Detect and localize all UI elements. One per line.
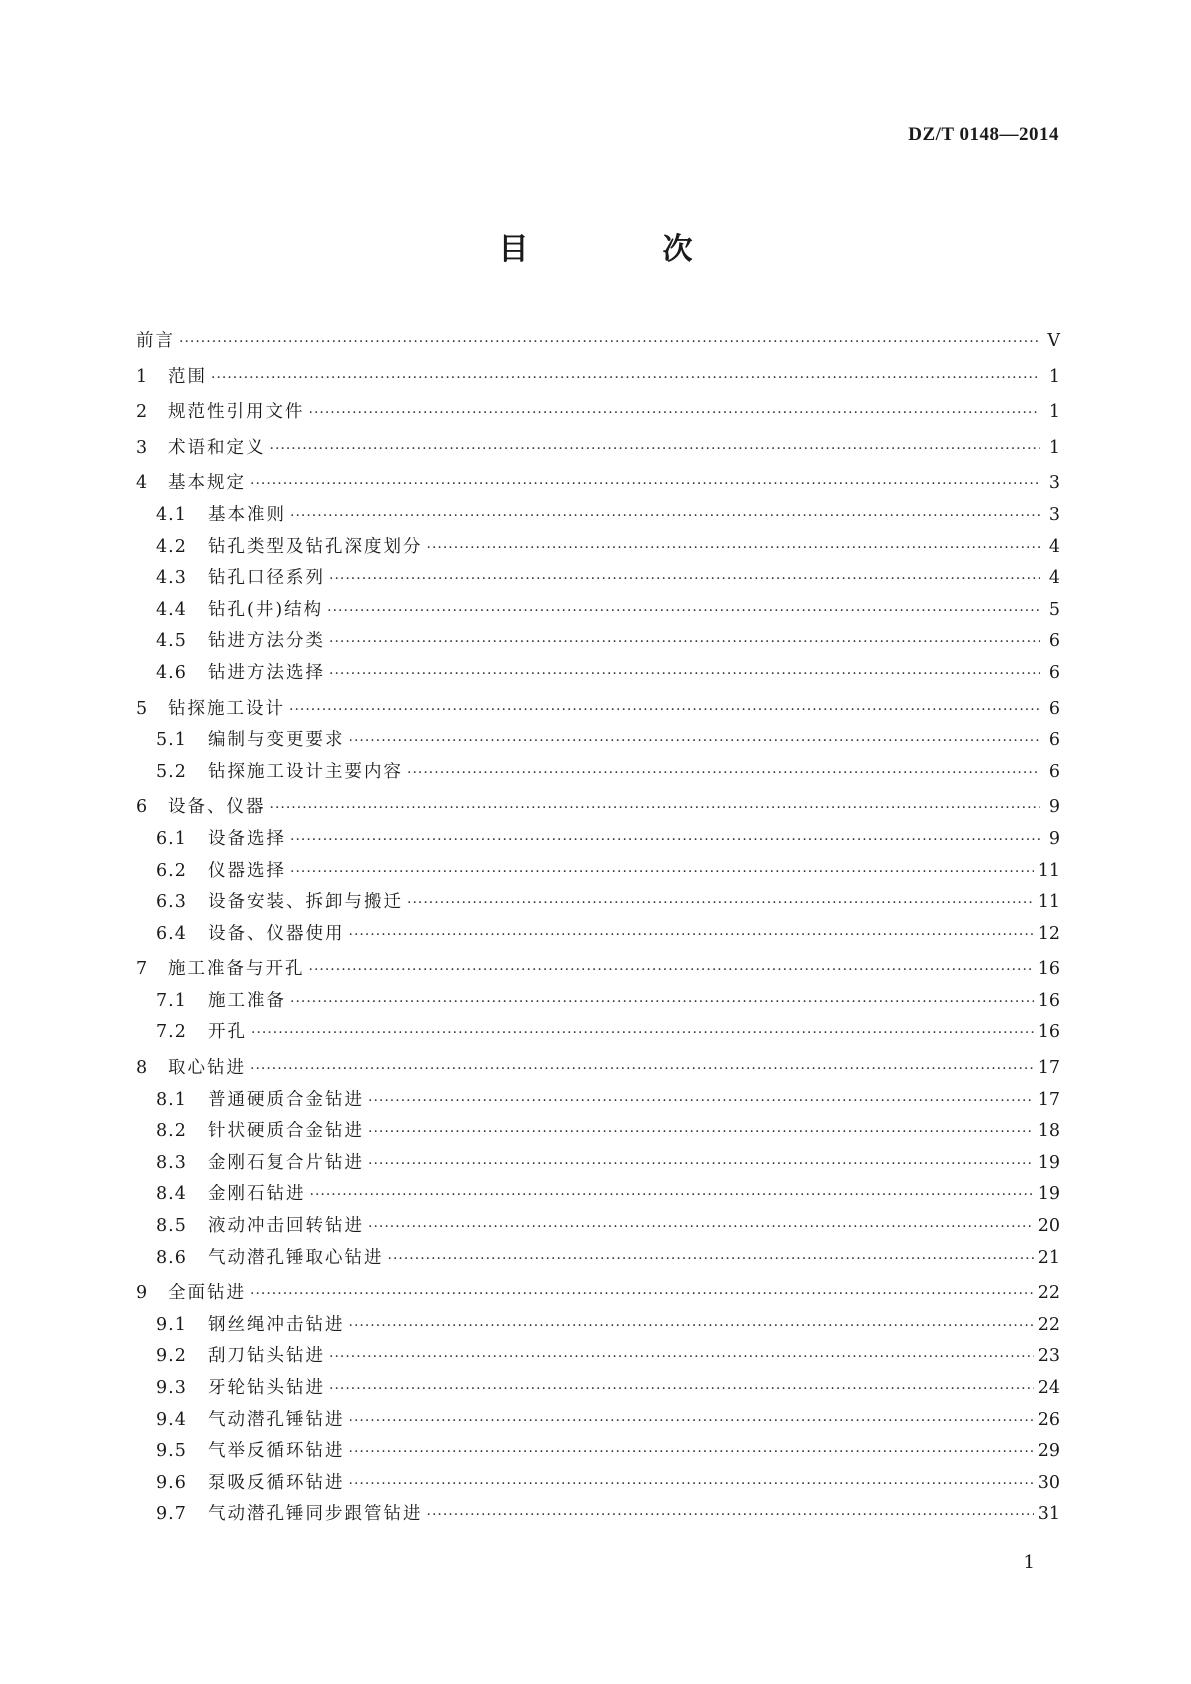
toc-entry-label: 施工准备	[208, 990, 286, 1011]
toc-entry-number: 8.2	[156, 1121, 187, 1142]
toc-entry[interactable]	[136, 532, 1060, 564]
toc-entry[interactable]	[136, 1211, 1060, 1243]
toc-entry-label: 钻进方法分类	[208, 631, 325, 652]
toc-entry[interactable]	[136, 1148, 1060, 1180]
table-of-contents	[136, 326, 1060, 1531]
toc-entry-page: 18	[1037, 1121, 1060, 1142]
toc-entry-number: 3	[136, 437, 148, 458]
toc-entry-page: 9	[1048, 797, 1060, 818]
toc-entry[interactable]	[136, 1179, 1060, 1211]
toc-entry[interactable]	[136, 1053, 1060, 1085]
toc-entry-number: 4	[136, 473, 148, 494]
toc-entry-number: 8.3	[156, 1152, 187, 1173]
toc-entry-number: 1	[136, 366, 148, 387]
dot-leader	[310, 1180, 1034, 1212]
dot-leader	[327, 596, 1040, 628]
dot-leader	[179, 327, 1040, 359]
toc-entry-number: 6.4	[156, 923, 187, 944]
toc-entry-page: 5	[1048, 599, 1060, 620]
toc-entry-label: 液动冲击回转钻进	[208, 1216, 364, 1237]
toc-entry[interactable]	[136, 326, 1060, 358]
toc-entry-label: 基本规定	[168, 473, 246, 494]
toc-entry[interactable]	[136, 1341, 1060, 1373]
page-title: 目 次	[498, 232, 745, 267]
toc-entry-page: 6	[1048, 761, 1060, 782]
toc-entry[interactable]	[136, 1405, 1060, 1437]
toc-entry-page: 9	[1048, 828, 1060, 849]
toc-entry-number: 4.4	[156, 599, 187, 620]
dot-leader	[427, 533, 1041, 565]
toc-entry-number: 8	[136, 1058, 148, 1079]
toc-entry-page: 21	[1037, 1247, 1060, 1268]
dot-leader	[211, 363, 1040, 395]
toc-entry-page: 16	[1037, 990, 1060, 1011]
toc-entry-number: 4.5	[156, 631, 187, 652]
dot-leader	[290, 987, 1034, 1019]
dot-leader	[407, 888, 1034, 920]
dot-leader	[349, 1437, 1034, 1469]
toc-entry-label: 钻孔类型及钻孔深度划分	[208, 536, 423, 557]
toc-entry[interactable]	[136, 1499, 1060, 1531]
toc-entry[interactable]	[136, 397, 1060, 429]
toc-entry-label: 设备、仪器使用	[208, 923, 345, 944]
toc-entry-label: 仪器选择	[208, 860, 286, 881]
toc-entry-page: 16	[1037, 959, 1060, 980]
toc-entry-number: 9.2	[156, 1346, 187, 1367]
toc-entry-label: 钢丝绳冲击钻进	[208, 1314, 345, 1335]
toc-entry-label: 编制与变更要求	[208, 730, 345, 751]
toc-entry-page: 6	[1048, 698, 1060, 719]
toc-entry-page: 12	[1037, 923, 1060, 944]
dot-leader	[250, 469, 1040, 501]
dot-leader	[329, 1342, 1034, 1374]
dot-leader	[290, 501, 1040, 533]
dot-leader	[388, 1244, 1034, 1276]
toc-entry[interactable]	[136, 792, 1060, 824]
toc-entry[interactable]	[136, 1436, 1060, 1468]
toc-entry[interactable]	[136, 986, 1060, 1018]
toc-entry-label: 气举反循环钻进	[208, 1441, 345, 1462]
dot-leader	[289, 695, 1040, 727]
toc-entry[interactable]	[136, 1373, 1060, 1405]
dot-leader	[368, 1086, 1034, 1118]
toc-entry-page: 4	[1048, 536, 1060, 557]
toc-entry-page: 22	[1037, 1283, 1060, 1304]
toc-entry-label: 设备选择	[208, 828, 286, 849]
toc-entry-page: 11	[1037, 860, 1060, 881]
dot-leader	[349, 920, 1034, 952]
toc-entry-label: 设备、仪器	[168, 797, 266, 818]
toc-entry-number: 8.4	[156, 1184, 187, 1205]
dot-leader	[368, 1117, 1034, 1149]
toc-entry[interactable]	[136, 1243, 1060, 1275]
toc-entry-label: 普通硬质合金钻进	[208, 1089, 364, 1110]
toc-entry[interactable]	[136, 954, 1060, 986]
dot-leader	[251, 1018, 1034, 1050]
toc-entry-page: 30	[1037, 1472, 1060, 1493]
toc-entry[interactable]	[136, 694, 1060, 726]
toc-entry-label: 钻探施工设计主要内容	[208, 761, 403, 782]
dot-leader	[368, 1149, 1034, 1181]
dot-leader	[368, 1212, 1034, 1244]
toc-entry-page: 1	[1048, 402, 1060, 423]
toc-entry-page: 6	[1048, 730, 1060, 751]
toc-entry[interactable]	[136, 500, 1060, 532]
dot-leader	[329, 564, 1040, 596]
toc-entry-number: 4.1	[156, 504, 187, 525]
dot-leader	[270, 793, 1041, 825]
toc-entry-page: 29	[1037, 1441, 1060, 1462]
toc-entry-number: 9.5	[156, 1441, 187, 1462]
toc-entry-number: 9.4	[156, 1409, 187, 1430]
toc-entry-number: 6	[136, 797, 148, 818]
toc-entry-label: 金刚石钻进	[208, 1184, 306, 1205]
dot-leader	[309, 955, 1034, 987]
toc-entry[interactable]	[136, 757, 1060, 789]
toc-entry-label: 钻孔口径系列	[208, 568, 325, 589]
toc-entry-label: 牙轮钻头钻进	[208, 1378, 325, 1398]
toc-entry-page: 19	[1037, 1184, 1060, 1205]
toc-entry-page: 3	[1048, 504, 1060, 525]
toc-entry-label: 施工准备与开孔	[168, 959, 305, 980]
toc-entry-label: 取心钻进	[168, 1058, 246, 1079]
toc-entry[interactable]	[136, 725, 1060, 757]
dot-leader	[329, 627, 1040, 659]
toc-entry-number: 4.3	[156, 568, 187, 589]
toc-entry-label: 气动潜孔锤取心钻进	[208, 1247, 384, 1268]
dot-leader	[349, 1469, 1034, 1501]
toc-entry-number: 9	[136, 1283, 148, 1304]
dot-leader	[349, 1406, 1034, 1438]
toc-entry-label: 泵吸反循环钻进	[208, 1472, 345, 1493]
toc-entry-number: 4.6	[156, 662, 187, 683]
dot-leader	[309, 398, 1041, 430]
toc-entry-label: 气动潜孔锤钻进	[208, 1409, 345, 1430]
toc-entry[interactable]	[136, 919, 1060, 951]
toc-entry-page: 11	[1037, 892, 1060, 913]
toc-entry-label: 针状硬质合金钻进	[208, 1121, 364, 1142]
toc-entry-label: 范围	[168, 366, 207, 387]
toc-entry-number: 8.6	[156, 1247, 187, 1268]
toc-entry-page: 23	[1037, 1346, 1060, 1367]
dot-leader	[427, 1500, 1034, 1532]
toc-entry-number: 6.2	[156, 860, 187, 881]
dot-leader	[270, 434, 1041, 466]
toc-entry-label: 气动潜孔锤同步跟管钻进	[208, 1504, 423, 1525]
toc-entry-page: Ⅴ	[1047, 331, 1060, 351]
toc-entry-label: 前言	[136, 331, 175, 351]
toc-entry-label: 术语和定义	[168, 437, 266, 458]
toc-entry-number: 9.1	[156, 1314, 187, 1335]
toc-entry-label: 金刚石复合片钻进	[208, 1152, 364, 1173]
toc-entry[interactable]	[136, 563, 1060, 595]
toc-entry-page: 22	[1037, 1314, 1060, 1335]
toc-entry-page: 19	[1037, 1152, 1060, 1173]
toc-entry[interactable]	[136, 856, 1060, 888]
toc-entry-number: 5	[136, 698, 148, 719]
toc-entry[interactable]	[136, 658, 1060, 690]
toc-entry-number: 9.3	[156, 1378, 187, 1398]
toc-entry-number: 5.1	[156, 730, 187, 751]
toc-entry-number: 6.3	[156, 892, 187, 913]
toc-entry[interactable]	[136, 433, 1060, 465]
toc-entry[interactable]	[136, 887, 1060, 919]
toc-entry[interactable]	[136, 1017, 1060, 1049]
dot-leader	[349, 726, 1041, 758]
toc-entry-label: 钻探施工设计	[168, 698, 285, 719]
toc-entry-page: 17	[1037, 1058, 1060, 1079]
toc-entry-page: 6	[1048, 631, 1060, 652]
toc-entry[interactable]	[136, 824, 1060, 856]
toc-entry-page: 26	[1037, 1409, 1060, 1430]
toc-entry-number: 7.2	[156, 1022, 187, 1043]
toc-entry-label: 钻进方法选择	[208, 662, 325, 683]
toc-entry[interactable]	[136, 1310, 1060, 1342]
toc-entry-label: 全面钻进	[168, 1283, 246, 1304]
toc-entry-label: 规范性引用文件	[168, 402, 305, 423]
dot-leader	[250, 1054, 1034, 1086]
toc-entry-number: 7.1	[156, 990, 187, 1011]
toc-entry-number: 8.1	[156, 1089, 187, 1110]
dot-leader	[407, 758, 1040, 790]
toc-entry-page: 16	[1037, 1022, 1060, 1043]
toc-entry-number: 9.7	[156, 1504, 187, 1525]
toc-entry[interactable]	[136, 595, 1060, 627]
dot-leader	[329, 659, 1040, 691]
toc-entry[interactable]	[136, 1085, 1060, 1117]
toc-entry-number: 5.2	[156, 761, 187, 782]
standard-code: DZ/T 0148—2014	[908, 124, 1059, 145]
toc-entry[interactable]	[136, 1468, 1060, 1500]
toc-entry-number: 2	[136, 402, 148, 423]
toc-entry-number: 4.2	[156, 536, 187, 557]
toc-entry[interactable]	[136, 626, 1060, 658]
toc-entry-page: 1	[1048, 437, 1060, 458]
toc-entry-label: 设备安装、拆卸与搬迁	[208, 892, 403, 913]
toc-entry-number: 6.1	[156, 828, 187, 849]
toc-entry-label: 钻孔(井)结构	[208, 599, 324, 620]
toc-entry-page: 1	[1048, 366, 1060, 387]
dot-leader	[250, 1279, 1034, 1311]
toc-entry[interactable]	[136, 1278, 1060, 1310]
toc-entry-page: 31	[1037, 1504, 1060, 1525]
toc-entry-number: 9.6	[156, 1472, 187, 1493]
toc-entry-page: 4	[1048, 568, 1060, 589]
toc-entry-number: 8.5	[156, 1216, 187, 1237]
toc-entry-page: 6	[1048, 662, 1060, 683]
toc-entry-page: 24	[1037, 1378, 1060, 1398]
toc-entry-label: 基本准则	[208, 504, 286, 525]
toc-entry-page: 17	[1037, 1089, 1060, 1110]
toc-entry-label: 开孔	[208, 1022, 247, 1043]
page-number: 1	[1023, 1552, 1035, 1573]
dot-leader	[290, 857, 1034, 889]
toc-entry-number: 7	[136, 959, 148, 980]
toc-entry[interactable]	[136, 1116, 1060, 1148]
toc-entry-label: 刮刀钻头钻进	[208, 1346, 325, 1367]
dot-leader	[290, 825, 1040, 857]
dot-leader	[329, 1374, 1034, 1406]
toc-entry-page: 20	[1037, 1216, 1060, 1237]
toc-entry[interactable]	[136, 468, 1060, 500]
toc-entry-page: 3	[1048, 473, 1060, 494]
toc-entry[interactable]	[136, 362, 1060, 394]
dot-leader	[349, 1311, 1034, 1343]
